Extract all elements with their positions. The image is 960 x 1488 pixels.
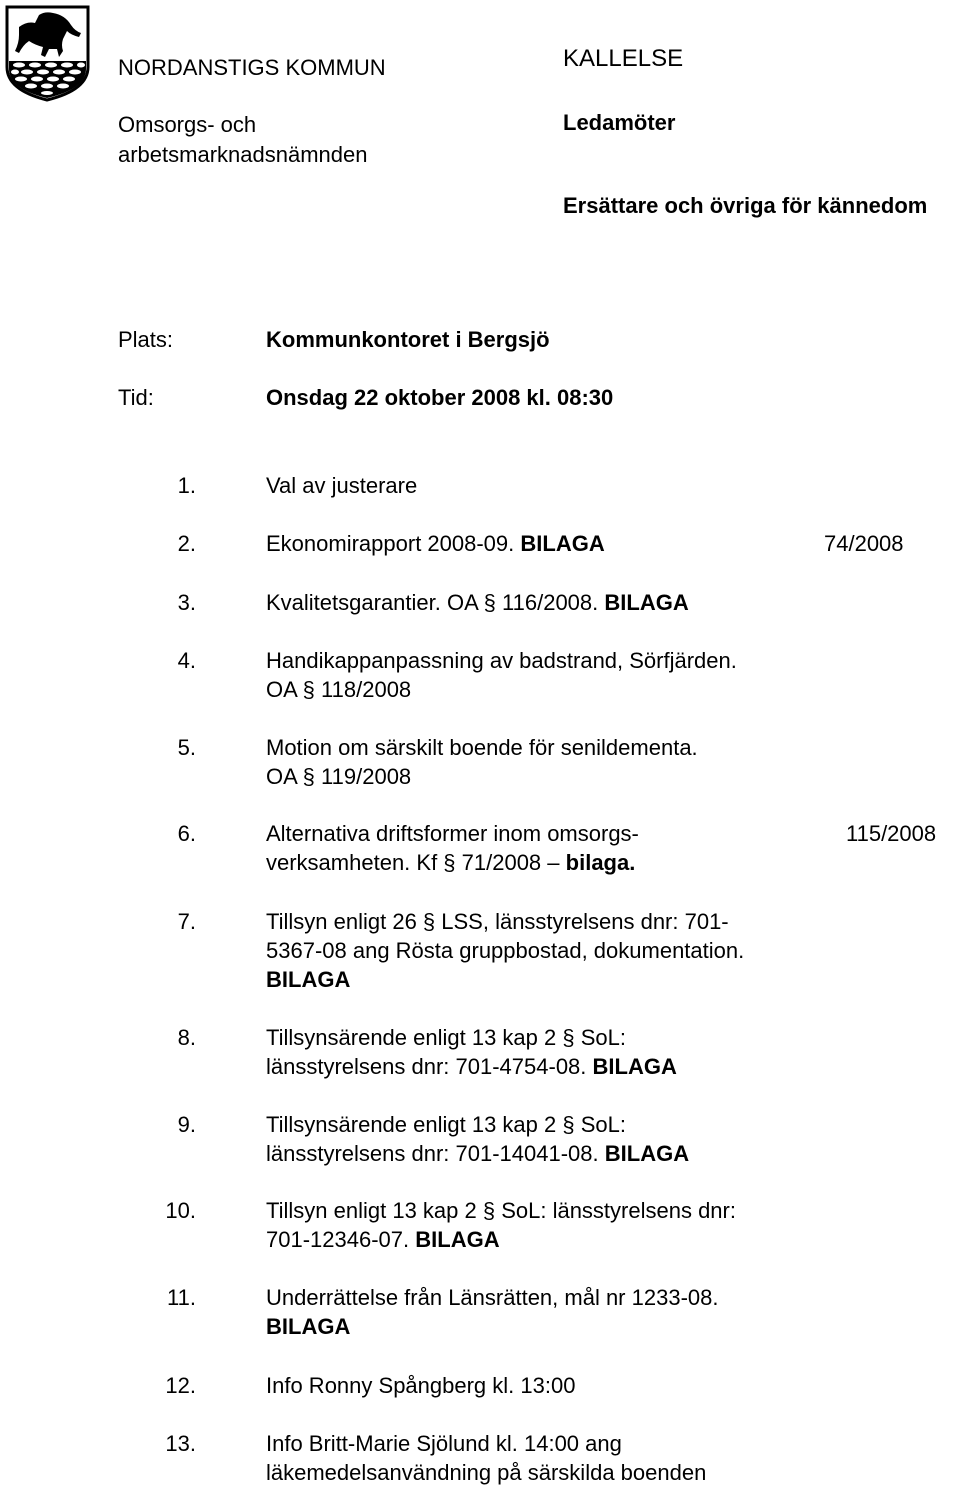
item-line-1: Tillsynsärende enligt 13 kap 2 § SoL: [266,1112,626,1137]
item-line-2-main: 701-12346-07. [266,1227,410,1252]
item-line-1: Info Britt-Marie Sjölund kl. 14:00 ang [266,1431,622,1456]
item-number: 3. [177,590,196,615]
item-number: 11. [167,1285,196,1310]
org-name: NORDANSTIGS KOMMUN [118,55,386,80]
item-line-2 [266,1225,736,1254]
item-number: 7. [177,909,196,934]
item-number: 2. [177,531,196,556]
item-text [266,1283,718,1341]
item-number: 5. [177,735,196,760]
item-text [266,733,698,791]
item-line-1: Motion om särskilt boende för senildementa. [266,735,698,760]
item-line-2-main: länsstyrelsens dnr: 701-14041-08. [266,1141,599,1166]
attachment-label: BILAGA [415,1227,500,1252]
item-text [266,1429,706,1487]
item-number: 1. [177,473,196,498]
time-value: Onsdag 22 oktober 2008 kl. 08:30 [266,385,614,410]
item-text [266,1110,689,1168]
board-name: Omsorgs- och arbetsmarknadsnämnden [118,112,368,167]
attachment-label: bilaga. [565,850,636,875]
attachment-label: BILAGA [266,1314,351,1339]
attachment-label: BILAGA [520,531,605,556]
item-text [266,1196,736,1254]
item-text [266,646,737,704]
item-text [266,819,639,877]
place-label: Plats: [118,327,174,352]
item-line-2 [266,848,639,877]
item-line-2: 5367-08 ang Rösta gruppbostad, dokumentation. [266,938,745,963]
item-line-1: Underrättelse från Länsrätten, mål nr 1233-08. [266,1285,719,1310]
place-value: Kommunkontoret i Bergsjö [266,327,550,352]
attachment-label: BILAGA [592,1054,677,1079]
time-label: Tid: [118,385,154,410]
recipients-primary: Ledamöter [563,110,676,135]
item-line-2 [266,1052,677,1081]
item-text [266,588,689,617]
item-text-main: Ekonomirapport 2008-09. [266,531,515,556]
item-line-1: Handikappanpassning av badstrand, Sörfjärden. [266,648,737,673]
item-text [266,1023,677,1081]
item-reference: 74/2008 [824,531,904,556]
item-text [266,529,605,558]
attachment-label: BILAGA [604,1141,690,1166]
item-text: Val av justerare [266,473,418,498]
item-text: Info Ronny Spångberg kl. 13:00 [266,1373,576,1398]
attachment-label: BILAGA [266,967,351,992]
document-type: KALLELSE [563,45,684,72]
item-number: 10. [165,1198,196,1223]
recipients-secondary: Ersättare och övriga för kännedom [563,193,928,218]
item-number: 13. [165,1431,196,1456]
item-line-1: Tillsyn enligt 26 § LSS, länsstyrelsens dnr: 701- [266,909,729,934]
item-text [266,907,744,994]
item-line-1: Tillsynsärende enligt 13 kap 2 § SoL: [266,1025,626,1050]
item-line-2: OA § 118/2008 [266,677,412,702]
attachment-label: BILAGA [604,590,689,615]
item-number: 12. [165,1373,196,1398]
item-line-2 [266,1139,689,1168]
item-line-1: Tillsyn enligt 13 kap 2 § SoL: länsstyrelsens dnr: [266,1198,736,1223]
item-number: 6. [177,821,196,846]
item-line-2-main: länsstyrelsens dnr: 701-4754-08. [266,1054,587,1079]
item-line-2: OA § 119/2008 [266,764,412,789]
item-line-2-main: verksamheten. Kf § 71/2008 – [266,850,560,875]
municipal-coat-of-arms [5,5,90,102]
item-number: 9. [177,1112,196,1137]
item-text-main: Kvalitetsgarantier. OA § 116/2008. [266,590,599,615]
item-number: 4. [177,648,196,673]
item-reference: 115/2008 [846,821,937,846]
item-line-1: Alternativa driftsformer inom omsorgs- [266,821,639,846]
item-line-2: läkemedelsanvändning på särskilda boenden [266,1460,707,1485]
item-number: 8. [177,1025,196,1050]
